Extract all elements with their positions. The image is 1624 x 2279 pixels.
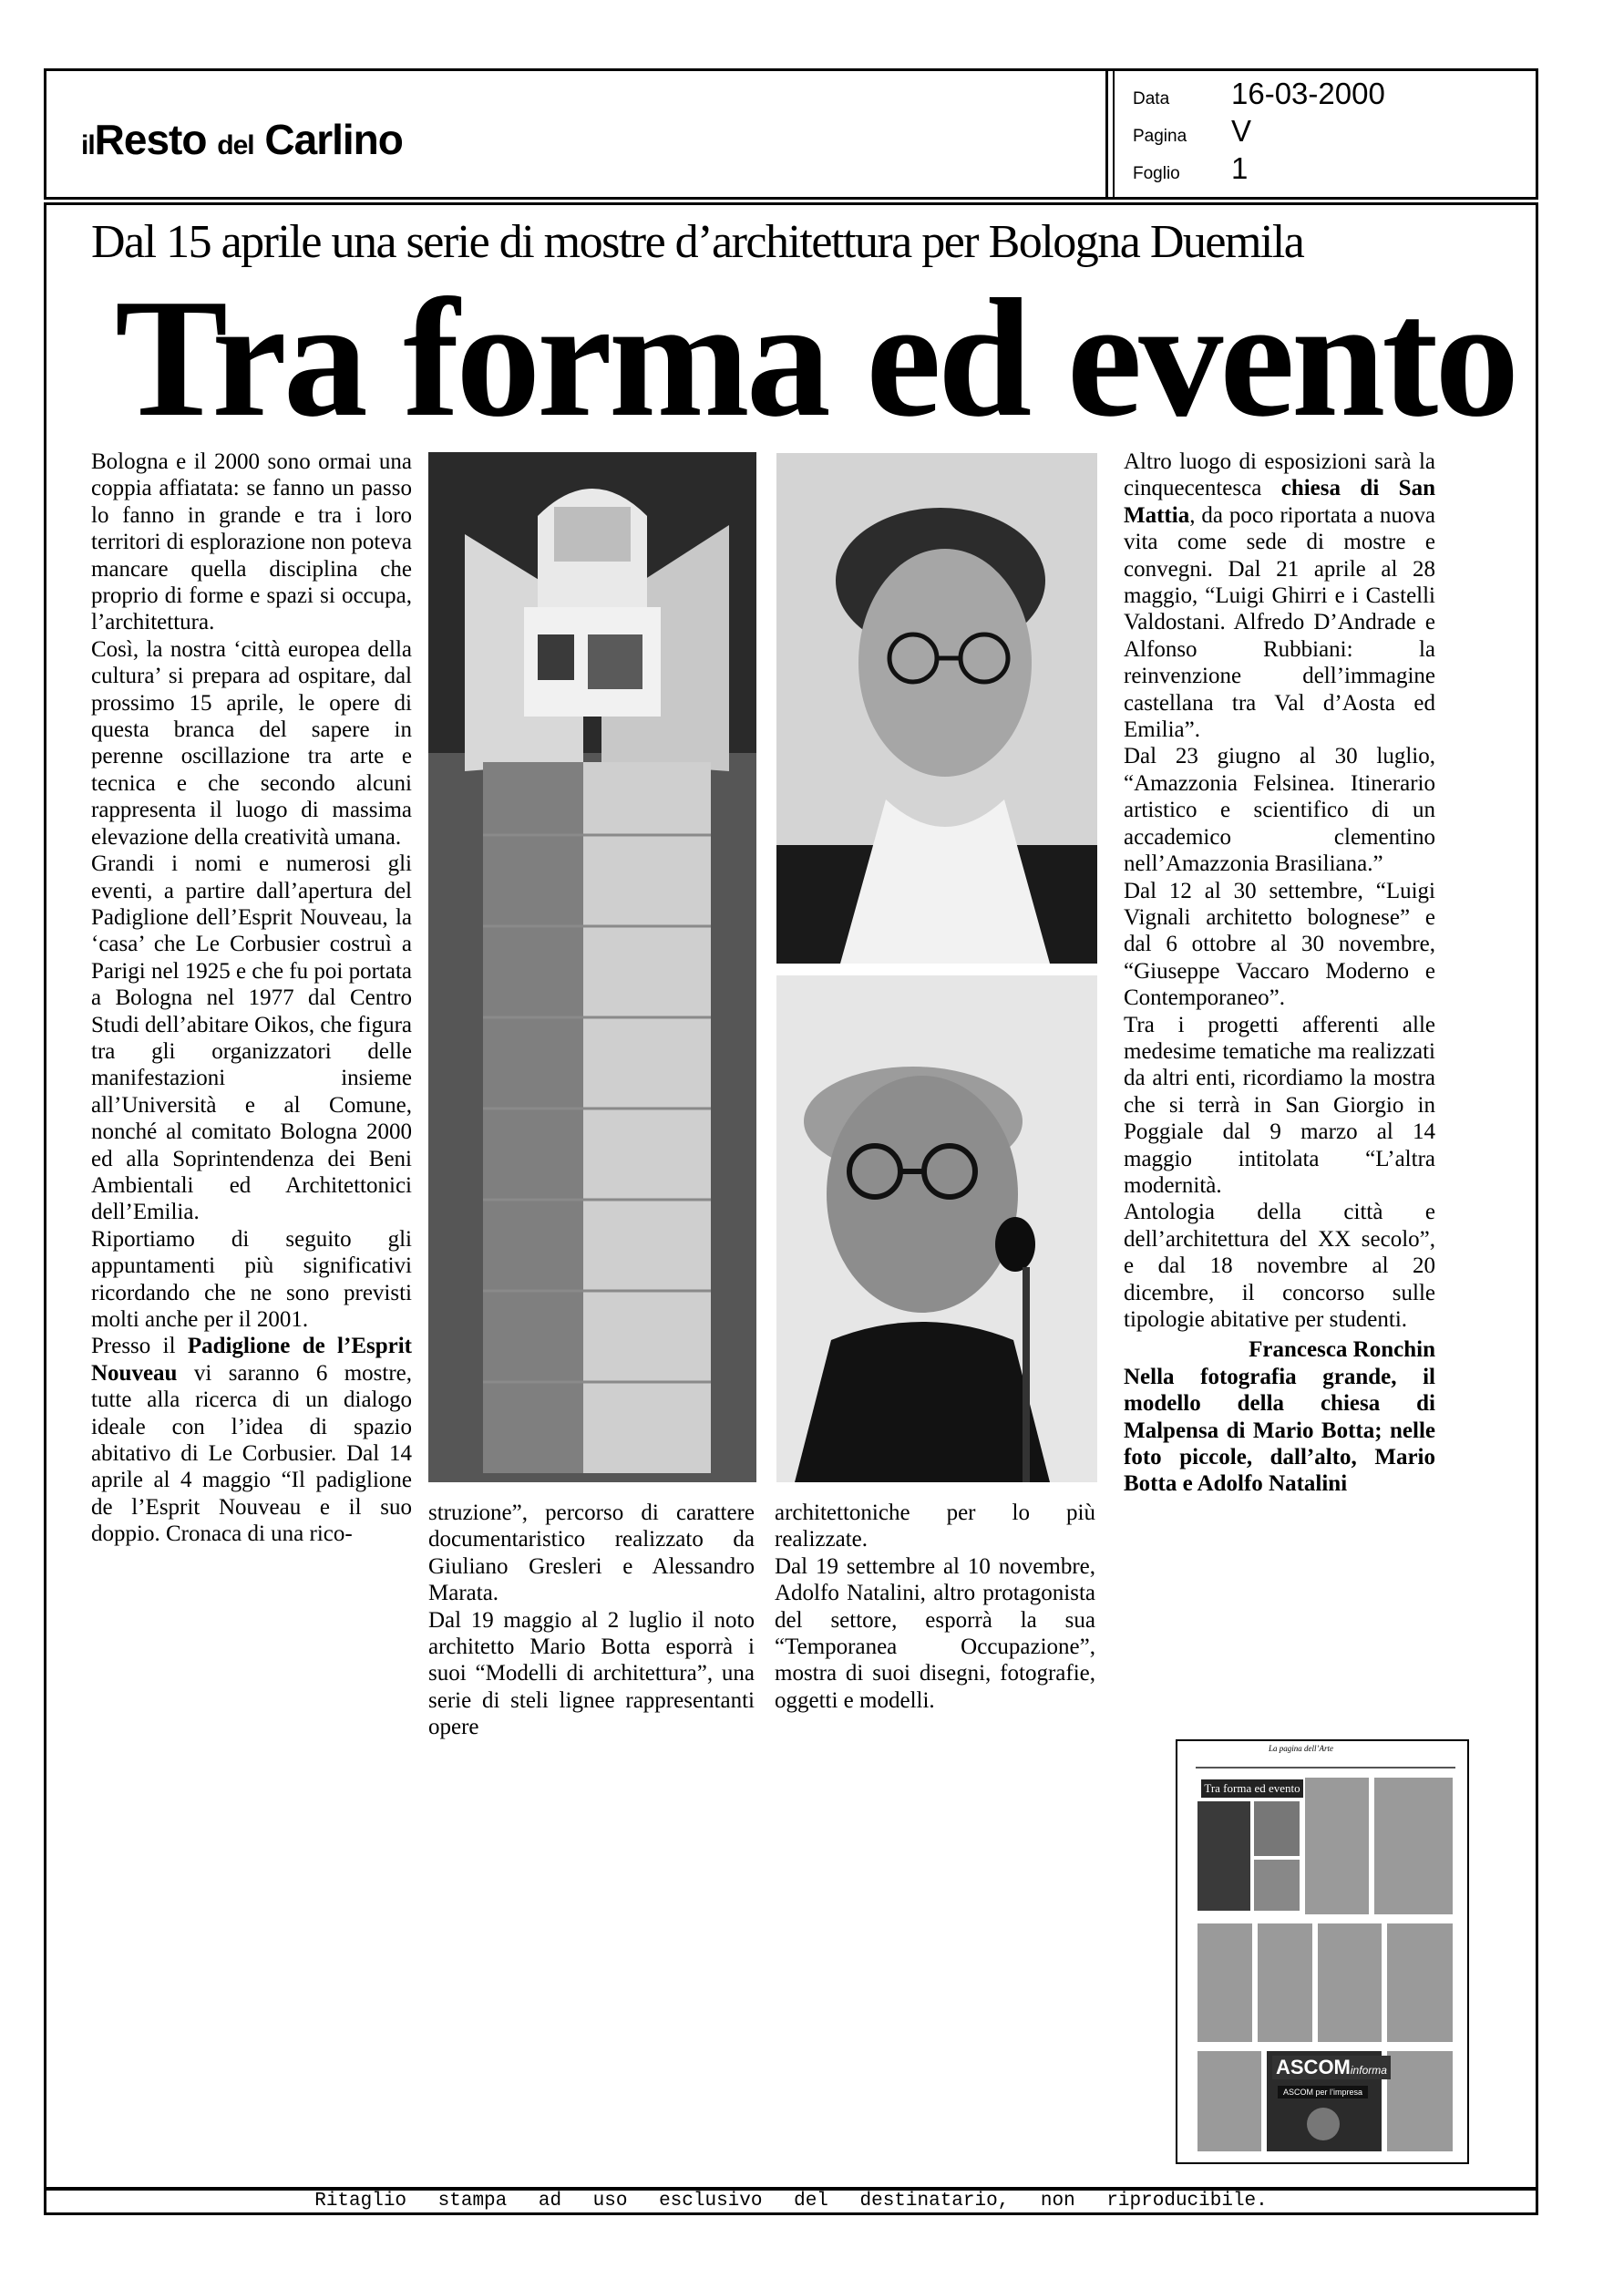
venue-name: chiesa di San Mattia: [1124, 476, 1435, 528]
date-value: 16-03-2000: [1231, 77, 1385, 110]
page-thumbnail: [1176, 1739, 1469, 2164]
meta-page: [1133, 114, 1251, 149]
page-value: V: [1231, 114, 1252, 148]
paragraph: Antologia della città e dell’architettura del XX secolo”, e dal 18 novembre al 20 dicembre, il concorso sulle tipologie abitative per studenti.: [1124, 1200, 1435, 1332]
newspaper-logo: [81, 115, 403, 164]
thumbnail-headline: Tra forma ed evento: [1201, 1779, 1303, 1798]
thumbnail-layout-illustration: [1177, 1741, 1469, 2164]
logo-resto: Resto: [94, 116, 207, 163]
thumbnail-ascom-banner: [1272, 2056, 1391, 2079]
paragraph: struzione”, percorso di carattere documentaristico realizzato da Giuliano Gresleri e Alessandro Marata.: [428, 1500, 755, 1606]
page-label: Pagina: [1133, 127, 1187, 146]
paragraph: [1124, 449, 1435, 743]
column-3: [775, 1500, 1095, 1714]
photo-adolfo-natalini: [776, 975, 1097, 1482]
kicker: Dal 15 aprile una serie di mostre d’architettura per Bologna Duemila: [91, 216, 1304, 268]
column-2: [428, 1500, 755, 1741]
text: Presso il: [91, 1334, 188, 1359]
author-signature: Francesca Ronchin: [1249, 1337, 1435, 1363]
header-divider-inner: [1113, 71, 1115, 197]
photo-mario-botta: [776, 453, 1097, 964]
church-model-illustration: [428, 452, 756, 1482]
sheet-value: 1: [1231, 151, 1249, 185]
paragraph: Dal 23 giugno al 30 luglio, “Amazzonia Felsinea. Itinerario artistico e scientifico di un accademico clementino nell’Amazzonia Brasiliana.”: [1124, 744, 1435, 877]
meta-date: [1133, 77, 1385, 111]
date-label: Data: [1133, 89, 1170, 108]
header-divider: [1105, 71, 1108, 197]
banner-suffix: informa: [1350, 2064, 1387, 2077]
logo-carlino: Carlino: [264, 116, 403, 163]
portrait-illustration: [776, 975, 1097, 1482]
text: Altro luogo di esposizioni sarà la cinquecentesca: [1124, 449, 1435, 501]
paragraph: Riportiamo di seguito gli appuntamenti più significativi ricordando che ne sono previsti molti anche per il 2001.: [91, 1226, 412, 1332]
text: vi saranno 6 mostre, tutte alla ricerca di un dialogo ideale con l’idea di spazio abitativo di Le Corbusier. Dal 14 aprile al 4 maggio “Il padiglione de l’Esprit Nouveau e il suo doppio. Cronaca di una rico-: [91, 1360, 412, 1547]
text: , da poco riportata a nuova vita come sede di mostre e convegni. Dal 21 aprile al 28 maggio, “Luigi Ghirri e i Castelli Valdostani. Alfredo D’Andrade e Alfonso Rubbiani: la reinvenzione dell’immagine castellana tra Val d’Aosta ed Emilia”.: [1124, 502, 1435, 743]
paragraph: Bologna e il 2000 sono ormai una coppia affiatata: se fanno un passo lo fanno in grande e tra i loro territori di esplorazione non poteva mancare quella disciplina che proprio di forme e spazi si occupa, l’architettura.: [91, 449, 412, 635]
thumbnail-ascom-sub: ASCOM per l’impresa: [1278, 2086, 1368, 2099]
thumbnail-section-label: La pagina dell’Arte: [1269, 1744, 1333, 1753]
paragraph: Dal 19 settembre al 10 novembre, Adolfo Natalini, altro protagonista del settore, esporrà la sua “Temporanea Occupazione”, mostra di suoi disegni, fotografie, oggetti e modelli.: [775, 1553, 1095, 1713]
paragraph: Dal 19 maggio al 2 luglio il noto architetto Mario Botta esporrà i suoi “Modelli di architettura”, una serie di steli lignee rappresentanti opere: [428, 1607, 755, 1740]
sheet-label: Foglio: [1133, 164, 1180, 183]
venue-name: Padiglione de l’Esprit Nouveau: [91, 1334, 412, 1386]
column-4: [1124, 449, 1435, 1498]
banner-text: ASCOM: [1276, 2056, 1351, 2078]
meta-sheet: [1133, 151, 1248, 186]
logo-del: del: [217, 130, 254, 160]
portrait-illustration: [776, 453, 1097, 964]
footer-disclaimer: Ritaglio stampa ad uso esclusivo del destinatario, non riproducibile.: [44, 2188, 1538, 2215]
paragraph: Tra i progetti afferenti alle medesime tematiche ma realizzati da altri enti, ricordiamo la mostra che si terrà in San Giorgio in Poggiale dal 9 marzo al 14 maggio intitolata “L’altra modernità.: [1124, 1012, 1435, 1198]
logo-il: il: [81, 130, 95, 160]
paragraph: Così, la nostra ‘città europea della cultura’ si prepara ad ospitare, dal prossimo 15 aprile, le opere di questa branca del sapere in perenne oscillazione tra arte e tecnica e che secondo alcuni rappresenta il luogo di massima elevazione della creatività umana.: [91, 636, 412, 850]
photo-caption: Nella fotografia grande, il modello della chiesa di Malpensa di Mario Botta; nelle foto piccole, dall’alto, Mario Botta e Adolfo Natalini: [1124, 1364, 1435, 1497]
paragraph: Grandi i nomi e numerosi gli eventi, a partire dall’apertura del Padiglione dell’Esprit Nouveau, la ‘casa’ che Le Corbusier costruì a Parigi nel 1925 e che fu poi portata a Bologna nel 1977 dal Centro Studi dell’abitare Oikos, che figura tra gli organizzatori delle manifestazioni insieme all’Università e al Comune, nonché al comitato Bologna 2000 ed alla Soprintendenza dei Beni Ambientali ed Architettonici dell’Emilia.: [91, 851, 412, 1225]
masthead-box: [44, 68, 1538, 200]
photo-church-model: [428, 452, 756, 1482]
column-1: [91, 449, 412, 1743]
paragraph: Dal 12 al 30 settembre, “Luigi Vignali architetto bolognese” e dal 6 ottobre al 30 novembre, “Giuseppe Vaccaro Moderno e Contemporaneo”.: [1124, 878, 1435, 1011]
paragraph: [91, 1333, 412, 1547]
headline: Tra forma ed evento: [115, 264, 1516, 452]
paragraph: architettoniche per lo più realizzate.: [775, 1500, 1095, 1552]
